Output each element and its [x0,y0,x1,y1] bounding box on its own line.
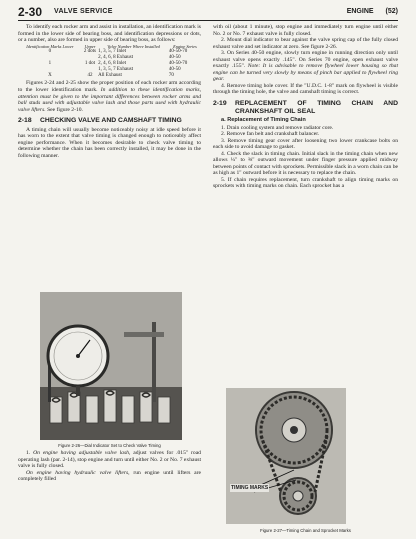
replace-step-2: 2. Remove fan belt and crankshaft balancer. [221,131,320,138]
header-right [335,8,398,15]
table-row: 1 1 dot 2, 4, 6, 8 Inlet 40-50-70 [48,61,188,67]
intro-paragraph: To identify each rocker arm and assist in installation, an identification mark is formed in the lower side of bearing boss, and identification depressions or dots, or a number, also are formed in upper side of bearing boss, as follows: [18,24,201,44]
table-header: Engine Series [173,43,197,49]
step-4: 4. Remove timing hole cover. If the "U.D.C. 1-8" mark on flywheel is visible through the timing hole, the valve and camshaft timing is correct. [213,82,398,96]
page-ref: (52) [385,8,398,15]
table-row: 2, 4, 6, 8 Exhaust 40-50 [98,55,181,61]
table-header: Valve Number Where Installed [107,43,160,49]
section-name: ENGINE [346,8,374,15]
replace-step-3: 3. Remove timing gear cover after loosening two lower crankcase bolts on each side to avoid damage to gasket. [213,137,398,151]
table-row: 1, 3, 5, 7 Exhaust 40-50 [98,67,181,73]
page-header [18,6,398,21]
table-row: 0 2 dots 1, 3, 5, 7 Inlet 40-50-70 [48,49,188,55]
step-3: 3. On Series 40-50 engine, slowly turn engine in running direction only until exhaust valve opens exactly .145". On Series 70 engine, open exhaust valve exactly .155". Note: It is advisable to remove flywheel lower housing so that engine can be turned very slowly by means of pinch bar applied to flywheel ring gear. [213,50,398,83]
left-column [18,24,201,159]
step-1: 1. On engine having adjustable valve lash, adjust valves for .015" road operating lash (par. 2-14), stop engine and turn until either No. 2 or No. 7 exhaust valve is fully closed. [18,450,201,470]
figure-caption-2-26: Figure 2-26—Dial Indicator Set to Check Valve Timing [58,443,161,448]
left-column-steps [18,450,201,483]
continued-paragraph: with oil (about 1 minute), stop engine and immediately turn engine until either No. 2 or No. 7 exhaust valve is fully closed. [213,24,398,37]
identification-table [18,45,201,80]
section-heading-2-19: 2-19 REPLACEMENT OF TIMING CHAIN AND CRANKSHAFT OIL SEAL [213,100,398,115]
replace-step-4: 4. Check the slack in timing chain. Initial slack in the timing chain when new allows ¼" to ⅜" outward movement under finger pressure applied midway between points of contact with sprockets. Permissible slack in a worn chain can be as high as 1" outward before it is necessary to replace the chain. [213,150,398,177]
table-header: Upper [84,43,96,49]
figure-caption-2-27: Figure 2-27—Timing Chain and Sprocket Marks [260,528,351,533]
table-row: X 42 All Exhaust 70 [48,73,174,79]
subheading-timing-chain: a. Replacement of Timing Chain [221,117,306,124]
step-2: 2. Mount dial indicator to bear against the valve spring cap of the fully closed exhaust valve and set indicator at zero. See figure 2-26. [213,37,398,50]
right-column [213,24,398,190]
running-title: VALVE SERVICE [54,8,113,15]
timing-marks-label: TIMING MARKS [231,485,269,491]
timing-chain-photo [226,388,346,524]
replace-step-5: 5. If chain requires replacement, turn crankshaft to align timing marks on sprockets with timing marks on chain. Each sprocket has a [213,176,398,190]
page-number: 2-30 [18,5,43,19]
dial-indicator-photo [40,292,182,440]
timing-paragraph: A timing chain will usually become noticeably noisy at idle speed before it has worn to the extent that valve timing is changed enough to noticeably affect engine performance. When it becomes desirable to check valve timing to determine whether the chain has been correctly installed, it may be done in the following manner. [18,126,201,159]
step-1b: On engine having hydraulic valve lifters, run engine until lifters are completely filled [18,469,202,483]
section-heading-2-18: 2-18 CHECKING VALVE AND CAMSHAFT TIMING [18,117,182,125]
rocker-arm-paragraph: Figures 2-24 and 2-25 show the proper position of each rocker arm according to the lower identification mark. In addition to these identification marks, attention must be given to the important differences between rocker arms and ball studs used with adjustable valve lash and those parts used with hydraulic valve lifters. See figure 2-10. [18,80,201,113]
replace-step-1: 1. Drain cooling system and remove radiator core. [221,124,334,131]
table-header: Identification Marks Lower [26,43,74,49]
